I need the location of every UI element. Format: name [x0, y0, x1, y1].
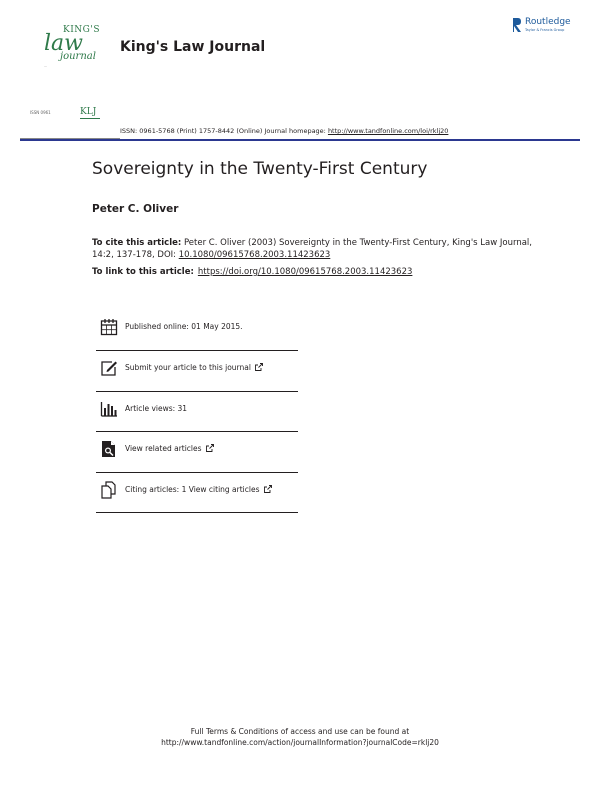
article-title: Sovereignty in the Twenty-First Century — [92, 159, 428, 179]
submit-article-text: Submit your article to this journal — [125, 363, 251, 372]
klj-thumbnail-rule — [80, 118, 100, 119]
klj-thumbnail — [80, 107, 100, 119]
citing-icon — [100, 481, 118, 499]
routledge-r-icon — [512, 17, 522, 33]
article-author: Peter C. Oliver — [92, 203, 179, 215]
link-block — [92, 267, 412, 277]
logo-line-kings: KING'S — [63, 25, 100, 35]
published-online-box — [96, 309, 298, 350]
journal-logo — [44, 26, 110, 68]
footer-terms-link[interactable]: http://www.tandfonline.com/action/journalInformation?journalCode=rklj20 — [161, 738, 439, 747]
cover-thumbnail-text: ISSN 0961 — [30, 110, 51, 115]
document-search-icon — [100, 440, 118, 458]
issn-text: ISSN: 0961-5768 (Print) 1757-8442 (Online) Journal homepage: — [120, 127, 328, 135]
submit-article-link[interactable] — [125, 363, 263, 372]
logo-line-journal: journal — [60, 51, 96, 62]
edit-icon — [100, 359, 118, 377]
logo-line-law: law — [44, 31, 83, 56]
article-views-box — [96, 391, 298, 432]
article-views-text: Article views: 31 — [125, 404, 188, 413]
logo-tagline: — — [44, 64, 47, 68]
klj-thumbnail-label: KLJ — [80, 107, 97, 117]
footer — [0, 726, 600, 748]
header-rule — [20, 139, 580, 141]
published-online-text: Published online: 01 May 2015. — [125, 322, 243, 331]
box-divider — [96, 512, 298, 513]
citing-articles-link[interactable] — [125, 485, 272, 494]
external-link-icon — [264, 485, 272, 493]
related-articles-box[interactable] — [96, 431, 298, 472]
issn-line — [120, 127, 448, 135]
submit-article-box[interactable] — [96, 350, 298, 391]
citation-block — [92, 237, 532, 261]
journal-homepage-link[interactable]: http://www.tandfonline.com/loi/rklj20 — [327, 127, 449, 135]
related-articles-link[interactable] — [125, 444, 214, 453]
article-doi-url[interactable]: https://doi.org/10.1080/09615768.2003.11423623 — [197, 267, 413, 277]
external-link-icon — [255, 363, 263, 371]
link-label: To link to this article: — [92, 267, 194, 277]
bar-chart-icon — [100, 400, 118, 418]
related-articles-text: View related articles — [125, 444, 202, 453]
footer-terms-text: Full Terms & Conditions of access and use can be found at — [190, 727, 410, 736]
external-link-icon — [206, 444, 214, 452]
publisher-subtitle: Taylor & Francis Group — [525, 28, 565, 32]
cite-label: To cite this article: — [92, 238, 182, 248]
doi-link[interactable]: 10.1080/09615768.2003.11423623 — [178, 250, 331, 260]
journal-title: King's Law Journal — [120, 39, 266, 55]
citing-articles-text: Citing articles: 1 View citing articles — [125, 485, 260, 494]
publisher-name: Routledge — [525, 17, 571, 27]
citing-articles-box[interactable] — [96, 472, 298, 513]
calendar-icon — [100, 318, 118, 336]
cite-text: Peter C. Oliver (2003) Sovereignty in the Twenty-First Century, King's Law Journal, 14:2, 137-178, DOI: — [92, 238, 532, 260]
